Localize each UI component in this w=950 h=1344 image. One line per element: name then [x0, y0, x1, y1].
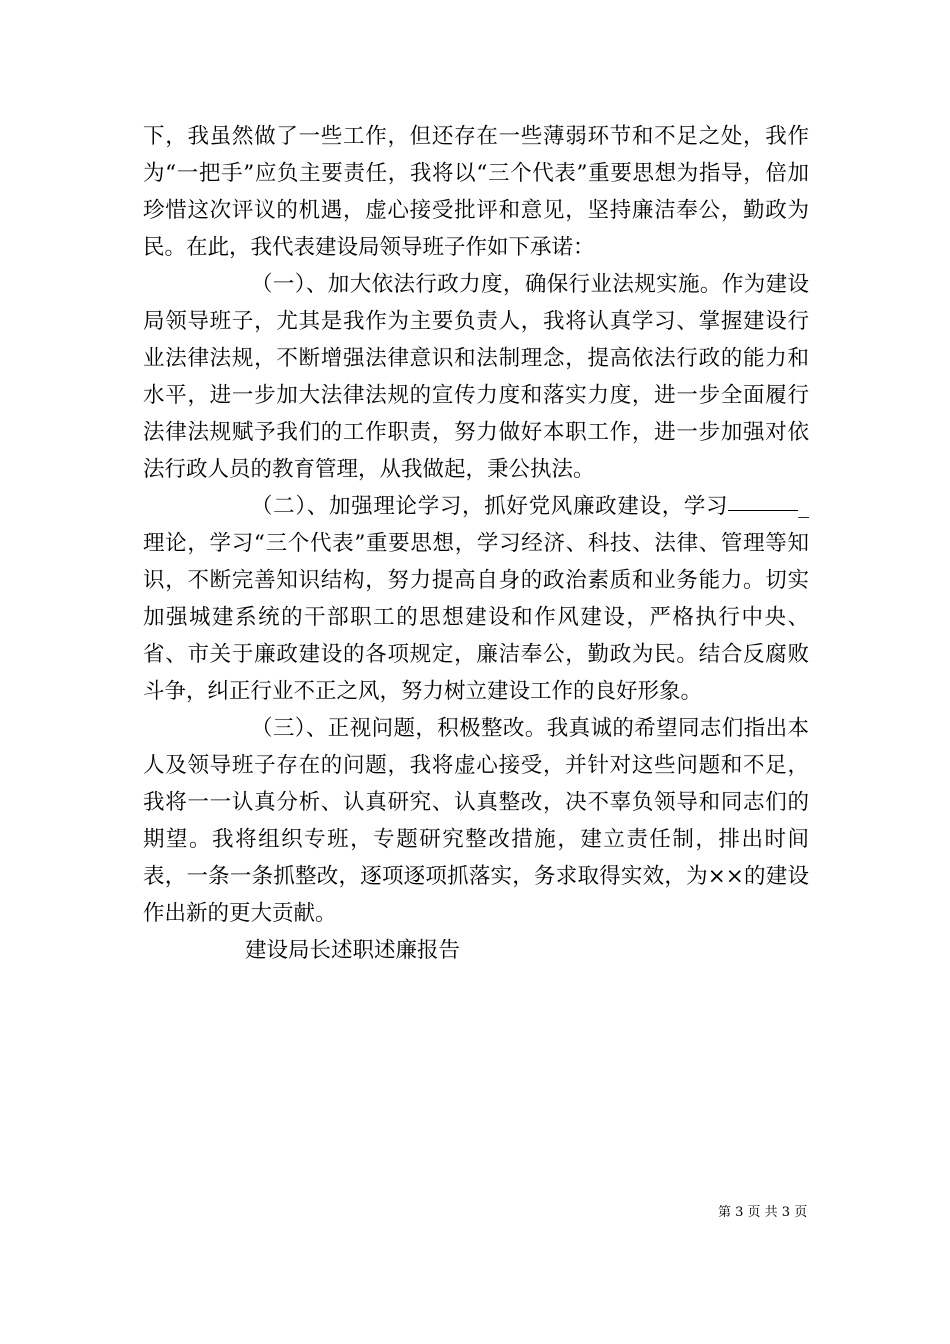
- paragraph-commitment-3: （三）、正视问题，积极整改。我真诚的希望同志们指出本人及领导班子存在的问题，我将虚心接受，并针对这些问题和不足，我将一一认真分析、认真研究、认真整改，决不辜负领导和同志们的期望。我将组织专班，专题研究整改措施，建立责任制，排出时间表，一条一条抓整改，逐项逐项抓落实，务求取得实效，为××的建设作出新的更大贡献。: [143, 716, 809, 926]
- document-body: [143, 118, 809, 969]
- closing-title: 建设局长述职述廉报告: [245, 938, 461, 963]
- fill-in-blank-line: [728, 509, 798, 511]
- paragraph-continuation: 下，我虽然做了一些工作，但还存在一些薄弱环节和不足之处，我作为“一把手”应负主要责任，我将以“三个代表”重要思想为指导，倍加珍惜这次评议的机遇，虚心接受批评和意见，坚持廉洁奉公，勤政为民。在此，我代表建设局领导班子作如下承诺：: [143, 124, 809, 260]
- paragraph-commitment-2-part-2: _理论，学习“三个代表”重要思想，学习经济、科技、法律、管理等知识，不断完善知识结构，努力提高自身的政治素质和业务能力。切实加强城建系统的干部职工的思想建设和作风建设，严格执行中央、省、市关于廉政建设的各项规定，廉洁奉公，勤政为民。结合反腐败斗争，纠正行业不正之风，努力树立建设工作的良好形象。: [143, 494, 809, 704]
- paragraph-commitment-2: [143, 488, 809, 710]
- paragraph-commitment-2-part-1: （二）、加强理论学习，抓好党风廉政建设，学习: [251, 494, 729, 519]
- paragraph-commitment-1: （一）、加大依法行政力度，确保行业法规实施。作为建设局领导班子，尤其是我作为主要负责人，我将认真学习、掌握建设行业法律法规，不断增强法律意识和法制理念，提高依法行政的能力和水平，进一步加大法律法规的宣传力度和落实力度，进一步全面履行法律法规赋予我们的工作职责，努力做好本职工作，进一步加强对依法行政人员的教育管理，从我做起，秉公执法。: [143, 272, 809, 482]
- page-number-footer: 第 3 页 共 3 页: [718, 1205, 808, 1220]
